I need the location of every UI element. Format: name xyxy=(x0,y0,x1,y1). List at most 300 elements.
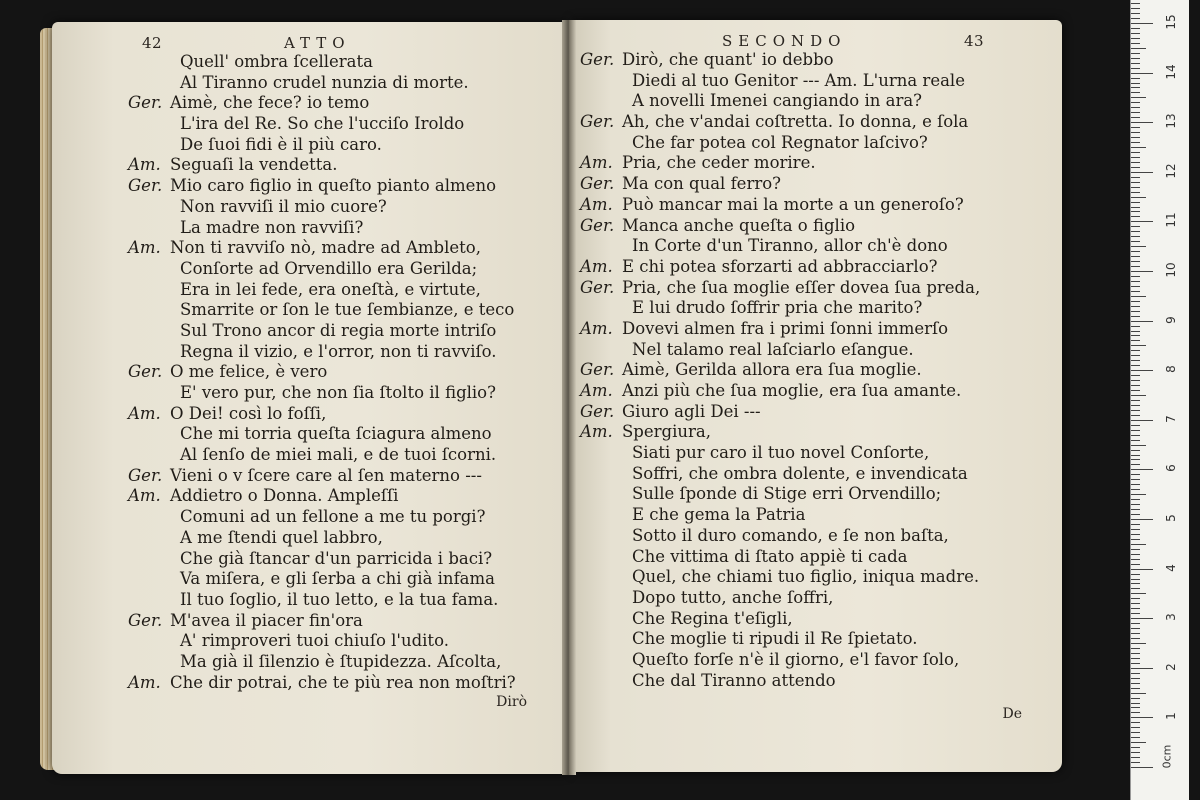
ruler-tick xyxy=(1131,13,1140,14)
text-line xyxy=(52,238,567,259)
ruler-number: 3 xyxy=(1164,613,1178,622)
ruler-tick xyxy=(1131,405,1140,406)
ruler-number: 9 xyxy=(1164,315,1178,324)
text-line xyxy=(572,609,1062,630)
speaker-label: Ger. xyxy=(580,360,615,380)
ruler-tick xyxy=(1131,707,1140,708)
text-line xyxy=(52,52,567,73)
ruler-tick xyxy=(1131,618,1153,619)
verse-text: Ah, che v'andai coſtretta. Io donna, e ſola xyxy=(622,112,969,132)
ruler-tick xyxy=(1131,509,1140,510)
speaker-label: Ger. xyxy=(580,174,615,194)
ruler-tick xyxy=(1131,202,1140,203)
ruler-tick xyxy=(1131,514,1140,515)
ruler-tick xyxy=(1131,712,1140,713)
speaker-label: Ger. xyxy=(580,277,615,297)
ruler-tick xyxy=(1131,504,1140,505)
text-line xyxy=(52,404,567,425)
ruler-tick xyxy=(1131,335,1140,336)
text-line xyxy=(572,340,1062,361)
ruler-tick xyxy=(1131,187,1140,188)
ruler-tick xyxy=(1131,593,1146,594)
ruler-tick xyxy=(1131,311,1140,312)
verse-text: Dopo tutto, anche ſoffri, xyxy=(632,587,834,607)
ruler-number: 1 xyxy=(1164,712,1178,721)
ruler-tick xyxy=(1131,742,1146,743)
ruler-tick xyxy=(1131,678,1140,679)
ruler-tick xyxy=(1131,107,1140,108)
ruler-tick xyxy=(1131,445,1146,446)
verse-text: Il tuo ſoglio, il tuo letto, e la tua fama. xyxy=(180,589,499,609)
ruler-tick xyxy=(1131,18,1140,19)
ruler-tick xyxy=(1131,192,1140,193)
ruler-tick xyxy=(1131,33,1140,34)
verse-text: Diedi al tuo Genitor --- Am. L'urna reale xyxy=(632,70,965,90)
ruler-tick xyxy=(1131,261,1140,262)
verse-text: M'avea il piacer fin'ora xyxy=(170,610,363,630)
text-line xyxy=(572,50,1062,71)
ruler-number: 7 xyxy=(1164,414,1178,423)
ruler-tick xyxy=(1131,727,1140,728)
ruler-tick xyxy=(1131,757,1140,758)
ruler-number: 5 xyxy=(1164,514,1178,522)
text-line xyxy=(572,319,1062,340)
catchword-right: De xyxy=(1002,706,1022,722)
ruler-tick xyxy=(1131,137,1140,138)
ruler-tick xyxy=(1131,271,1153,272)
ruler-tick xyxy=(1131,767,1153,768)
speaker-label: Ger. xyxy=(128,465,163,485)
ruler-tick xyxy=(1131,68,1140,69)
speaker-label: Am. xyxy=(580,318,613,338)
ruler-number: 4 xyxy=(1164,563,1178,572)
ruler-tick xyxy=(1131,197,1146,198)
ruler-tick xyxy=(1131,102,1140,103)
ruler-tick xyxy=(1131,172,1153,173)
ruler-tick xyxy=(1131,177,1140,178)
ruler-tick xyxy=(1131,524,1140,525)
ruler-tick xyxy=(1131,236,1140,237)
verse-text: Che già ſtancar d'un parricida i baci? xyxy=(180,548,493,568)
text-line xyxy=(52,631,567,652)
ruler-number: 8 xyxy=(1164,365,1178,374)
ruler-tick xyxy=(1131,350,1140,351)
text-line xyxy=(52,466,567,487)
ruler-tick xyxy=(1131,683,1140,684)
verse-text: Che moglie ti ripudi il Re ſpietato. xyxy=(632,629,918,649)
text-line xyxy=(52,445,567,466)
ruler-tick xyxy=(1131,221,1153,222)
ruler-tick xyxy=(1131,97,1146,98)
verse-text: O Dei! così lo foſſi, xyxy=(170,403,327,423)
speaker-label: Ger. xyxy=(128,176,163,196)
ruler-number: 11 xyxy=(1164,212,1178,229)
ruler-tick xyxy=(1131,147,1146,148)
verse-text: O me felice, è vero xyxy=(170,362,328,382)
ruler-tick xyxy=(1131,157,1140,158)
verse-text: Spergiura, xyxy=(622,422,711,442)
speaker-label: Ger. xyxy=(128,362,163,382)
text-line xyxy=(52,197,567,218)
ruler-tick xyxy=(1131,73,1153,74)
ruler-tick xyxy=(1131,385,1140,386)
ruler-tick xyxy=(1131,464,1140,465)
speaker-label: Ger. xyxy=(128,93,163,113)
ruler-tick xyxy=(1131,489,1140,490)
ruler-tick xyxy=(1131,375,1140,376)
ruler-tick xyxy=(1131,266,1140,267)
verse-text: Smarrite or ſon le tue ſembianze, e teco xyxy=(180,300,515,320)
ruler-number: 15 xyxy=(1164,14,1178,30)
ruler-tick xyxy=(1131,648,1140,649)
speaker-label: Am. xyxy=(128,403,161,423)
ruler-tick xyxy=(1131,703,1140,704)
ruler-tick xyxy=(1131,737,1140,738)
ruler-tick xyxy=(1131,554,1140,555)
verse-text: Non ravviſi il mio cuore? xyxy=(180,196,387,216)
ruler-tick xyxy=(1131,722,1140,723)
speaker-label: Am. xyxy=(128,238,161,258)
text-line xyxy=(572,195,1062,216)
ruler-tick xyxy=(1131,643,1146,644)
ruler-tick xyxy=(1131,276,1140,277)
ruler-tick xyxy=(1131,301,1140,302)
ruler-tick xyxy=(1131,569,1153,570)
verse-text: Ma con qual ferro? xyxy=(622,174,781,194)
ruler-tick xyxy=(1131,316,1140,317)
ruler-tick xyxy=(1131,663,1140,664)
ruler-tick xyxy=(1131,182,1140,183)
verse-text: Che mi torria queſta ſciagura almeno xyxy=(180,424,492,444)
text-line xyxy=(572,547,1062,568)
ruler-number: 12 xyxy=(1164,163,1178,179)
ruler-tick xyxy=(1131,564,1140,565)
ruler-tick xyxy=(1131,87,1140,88)
ruler-tick xyxy=(1131,484,1140,485)
verse-text: A me ſtendi quel labbro, xyxy=(180,527,383,547)
running-head-right: SECONDO xyxy=(722,32,847,50)
verse-text: De ſuoi fidi è il più caro. xyxy=(180,134,382,154)
verse-text: Che far potea col Regnator laſcivo? xyxy=(632,132,928,152)
text-line xyxy=(52,486,567,507)
verse-text: Che Regina t'eſigli, xyxy=(632,608,793,628)
speaker-label: Am. xyxy=(128,486,161,506)
text-line xyxy=(572,484,1062,505)
ruler-tick xyxy=(1131,762,1140,763)
speaker-label: Ger. xyxy=(580,112,615,132)
verse-text: Dirò, che quant' io debbo xyxy=(622,50,834,69)
speaker-label: Am. xyxy=(128,155,161,175)
ruler-tick xyxy=(1131,479,1140,480)
ruler-tick xyxy=(1131,3,1140,4)
ruler-tick xyxy=(1131,112,1140,113)
text-line xyxy=(572,505,1062,526)
verse-text: In Corte d'un Tiranno, allor ch'è dono xyxy=(632,236,948,256)
text-line xyxy=(572,236,1062,257)
ruler-tick xyxy=(1131,633,1140,634)
text-line xyxy=(52,93,567,114)
text-line xyxy=(572,133,1062,154)
text-block-right xyxy=(572,50,1062,691)
verse-text: Che vittima di ſtato appiè ti cada xyxy=(632,546,908,566)
text-line xyxy=(572,381,1062,402)
page-number-right: 43 xyxy=(964,32,985,50)
ruler-tick xyxy=(1131,534,1140,535)
verse-text: Sotto il duro comando, e ſe non baſta, xyxy=(632,525,949,545)
text-line xyxy=(52,590,567,611)
text-line xyxy=(572,112,1062,133)
verse-text: Al ſenſo de miei mali, e de tuoi ſcorni. xyxy=(180,445,497,465)
ruler-tick xyxy=(1131,142,1140,143)
verse-text: A' rimproveri tuoi chiuſo l'udito. xyxy=(180,631,449,651)
verse-text: Quell' ombra ſcellerata xyxy=(180,52,373,71)
ruler-tick xyxy=(1131,668,1153,669)
ruler-tick xyxy=(1131,588,1140,589)
verse-text: Può mancar mai la morte a un generoſo? xyxy=(622,194,964,214)
verse-text: Vieni o v ſcere care al ſen materno --- xyxy=(170,465,482,485)
ruler-tick xyxy=(1131,321,1153,322)
text-line xyxy=(52,114,567,135)
verse-text: Queſto forſe n'è il giorno, e'l favor ſolo, xyxy=(632,649,960,669)
verse-text: Al Tiranno crudel nunzia di morte. xyxy=(180,72,469,92)
verse-text: Che dal Tiranno attendo xyxy=(632,670,836,690)
speaker-label: Ger. xyxy=(128,610,163,630)
verse-text: Quel, che chiami tuo figlio, iniqua madre. xyxy=(632,567,980,587)
verse-text: Addietro o Donna. Ampleſſi xyxy=(170,486,399,506)
ruler-number: 6 xyxy=(1164,464,1178,473)
ruler-tick xyxy=(1131,43,1140,44)
ruler-tick xyxy=(1131,613,1140,614)
text-line xyxy=(52,280,567,301)
ruler-number: 10 xyxy=(1164,262,1178,278)
ruler-tick xyxy=(1131,246,1146,247)
verse-text: Giuro agli Dei --- xyxy=(622,401,761,421)
verse-text: Mio caro figlio in queſto pianto almeno xyxy=(170,176,497,196)
verse-text: Seguaſi la vendetta. xyxy=(170,155,338,175)
text-line xyxy=(52,176,567,197)
ruler-tick xyxy=(1131,459,1140,460)
ruler-tick xyxy=(1131,360,1140,361)
speaker-label: Am. xyxy=(580,153,613,173)
ruler-tick xyxy=(1131,747,1140,748)
verse-text: E che gema la Patria xyxy=(632,505,806,525)
text-line xyxy=(572,422,1062,443)
text-line xyxy=(572,567,1062,588)
verse-text: Conſorte ad Orvendillo era Gerilda; xyxy=(180,258,478,278)
ruler-tick xyxy=(1131,365,1140,366)
text-line xyxy=(572,629,1062,650)
ruler-tick xyxy=(1131,53,1140,54)
ruler-tick xyxy=(1131,544,1146,545)
book-gutter xyxy=(562,20,576,775)
text-line xyxy=(52,549,567,570)
verse-text: E lui drudo ſoffrir pria che marito? xyxy=(632,298,923,318)
ruler-tick xyxy=(1131,608,1140,609)
ruler-tick xyxy=(1131,370,1153,371)
text-line xyxy=(52,673,567,694)
text-line xyxy=(52,218,567,239)
ruler-tick xyxy=(1131,122,1153,123)
ruler-tick xyxy=(1131,92,1140,93)
text-line xyxy=(572,464,1062,485)
ruler-tick xyxy=(1131,355,1140,356)
verse-text: Regna il vizio, e l'orror, non ti ravviſo. xyxy=(180,341,497,361)
ruler-tick xyxy=(1131,732,1140,733)
ruler-tick xyxy=(1131,117,1140,118)
ruler-tick xyxy=(1131,326,1140,327)
ruler-number: 14 xyxy=(1164,63,1178,80)
ruler-tick xyxy=(1131,529,1140,530)
ruler-tick xyxy=(1131,474,1140,475)
text-line xyxy=(572,153,1062,174)
ruler-tick xyxy=(1131,559,1140,560)
text-line xyxy=(52,424,567,445)
ruler-tick xyxy=(1131,216,1140,217)
verse-text: Sul Trono ancor di regia morte intriſo xyxy=(180,320,497,340)
text-line xyxy=(572,257,1062,278)
verse-text: Comuni ad un fellone a me tu porgi? xyxy=(180,507,486,527)
ruler-tick xyxy=(1131,638,1140,639)
verse-text: Siati pur caro il tuo novel Conſorte, xyxy=(632,443,930,463)
ruler-tick xyxy=(1131,48,1146,49)
text-line xyxy=(52,321,567,342)
verse-text: Aimè, che fece? io temo xyxy=(170,93,370,113)
text-line xyxy=(572,298,1062,319)
ruler-tick xyxy=(1131,717,1153,718)
ruler-tick xyxy=(1131,23,1153,24)
ruler-tick xyxy=(1131,8,1140,9)
ruler-tick xyxy=(1131,752,1140,753)
ruler-tick xyxy=(1131,167,1140,168)
ruler-tick xyxy=(1131,688,1140,689)
text-line xyxy=(52,569,567,590)
ruler-tick xyxy=(1131,603,1140,604)
text-line xyxy=(572,650,1062,671)
verse-text: L'ira del Re. So che l'ucciſo Iroldo xyxy=(180,114,465,134)
ruler-tick xyxy=(1131,281,1140,282)
ruler-tick xyxy=(1131,693,1146,694)
page-number-left: 42 xyxy=(142,34,163,52)
ruler-tick xyxy=(1131,345,1146,346)
text-line xyxy=(572,402,1062,423)
verse-text: E chi potea sforzarti ad abbracciarlo? xyxy=(622,256,938,276)
verse-text: Non ti ravviſo nò, madre ad Ambleto, xyxy=(170,238,481,258)
verse-text: Che dir potrai, che te più rea non moſtri? xyxy=(170,672,516,692)
speaker-label: Am. xyxy=(580,256,613,276)
text-line xyxy=(572,360,1062,381)
text-line xyxy=(52,135,567,156)
text-line xyxy=(572,443,1062,464)
ruler-tick xyxy=(1131,410,1140,411)
ruler-tick xyxy=(1131,78,1140,79)
verse-text: Manca anche queſta o figlio xyxy=(622,215,856,235)
text-line xyxy=(52,507,567,528)
speaker-label: Ger. xyxy=(580,401,615,421)
ruler-tick xyxy=(1131,425,1140,426)
ruler-tick xyxy=(1131,390,1140,391)
ruler-tick xyxy=(1131,331,1140,332)
verse-text: Sulle ſponde di Stige erri Orvendillo; xyxy=(632,484,942,504)
ruler-tick xyxy=(1131,340,1140,341)
text-line xyxy=(52,528,567,549)
ruler-tick xyxy=(1131,598,1140,599)
ruler-tick xyxy=(1131,415,1140,416)
verse-text: Era in lei fede, era oneſtà, e virtute, xyxy=(180,279,481,299)
ruler-tick xyxy=(1131,251,1140,252)
ruler-tick xyxy=(1131,58,1140,59)
verse-text: Aimè, Gerilda allora era ſua moglie. xyxy=(622,360,922,380)
ruler-tick xyxy=(1131,400,1140,401)
ruler-tick xyxy=(1131,658,1140,659)
verse-text: La madre non ravviſi? xyxy=(180,217,364,237)
ruler-tick xyxy=(1131,395,1146,396)
text-line xyxy=(572,671,1062,692)
ruler-tick xyxy=(1131,539,1140,540)
ruler-tick xyxy=(1131,162,1140,163)
ruler-tick xyxy=(1131,286,1140,287)
ruler-tick xyxy=(1131,549,1140,550)
verse-text: Soffri, che ombra dolente, e invendicata xyxy=(632,463,968,483)
ruler-tick xyxy=(1131,435,1140,436)
scale-ruler xyxy=(1130,0,1189,800)
text-line xyxy=(52,73,567,94)
speaker-label: Ger. xyxy=(580,50,615,69)
speaker-label: Am. xyxy=(128,672,161,692)
ruler-tick xyxy=(1131,574,1140,575)
text-line xyxy=(52,342,567,363)
text-line xyxy=(572,91,1062,112)
verse-text: Dovevi almen fra i primi ſonni immerſo xyxy=(622,318,949,338)
speaker-label: Am. xyxy=(580,194,613,214)
ruler-tick xyxy=(1131,83,1140,84)
text-line xyxy=(52,155,567,176)
ruler-tick xyxy=(1131,519,1153,520)
verse-text: A novelli Imenei cangiando in ara? xyxy=(632,91,923,111)
ruler-tick xyxy=(1131,420,1153,421)
ruler-tick xyxy=(1131,440,1140,441)
catchword-left: Dirò xyxy=(496,694,527,710)
text-line xyxy=(52,362,567,383)
ruler-tick xyxy=(1131,28,1140,29)
ruler-tick xyxy=(1131,450,1140,451)
ruler-tick xyxy=(1131,226,1140,227)
ruler-tick xyxy=(1131,455,1140,456)
right-page xyxy=(572,20,1062,772)
ruler-tick xyxy=(1131,291,1140,292)
text-line xyxy=(52,383,567,404)
ruler-tick xyxy=(1131,628,1140,629)
ruler-tick xyxy=(1131,499,1140,500)
text-line xyxy=(572,174,1062,195)
ruler-tick xyxy=(1131,579,1140,580)
ruler-tick xyxy=(1131,583,1140,584)
ruler-unit-label: 0cm xyxy=(1160,744,1174,769)
ruler-tick xyxy=(1131,63,1140,64)
verse-text: Va miſera, e gli ſerba a chi già infama xyxy=(180,569,495,589)
verse-text: Nel talamo real laſciarlo eſangue. xyxy=(632,339,914,359)
ruler-tick xyxy=(1131,152,1140,153)
text-line xyxy=(572,588,1062,609)
ruler-tick xyxy=(1131,623,1140,624)
text-block-left xyxy=(52,52,567,693)
verse-text: Anzi più che ſua moglie, era ſua amante. xyxy=(622,381,962,400)
ruler-tick xyxy=(1131,231,1140,232)
verse-text: Pria, che ſua moglie eſſer dovea ſua preda, xyxy=(622,277,981,297)
ruler-tick xyxy=(1131,127,1140,128)
text-line xyxy=(52,300,567,321)
text-line xyxy=(52,652,567,673)
ruler-tick xyxy=(1131,207,1140,208)
